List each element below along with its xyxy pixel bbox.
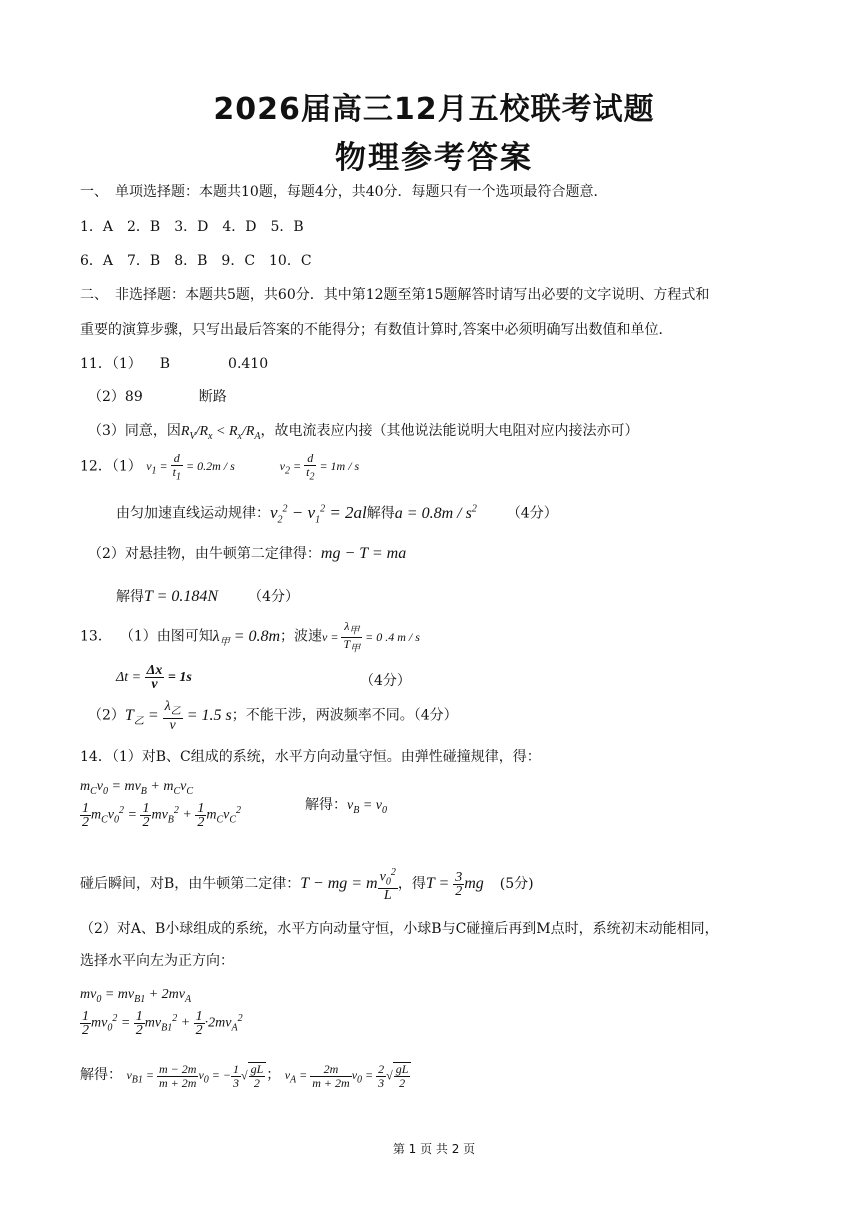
q11-answer-b: 0.410 bbox=[228, 356, 269, 372]
q13-line1 bbox=[80, 620, 420, 656]
q14-solution-1 bbox=[305, 796, 387, 820]
section1-heading: 一、 单项选择题：本题共10题，每题4分，共40分．每题只有一个选项最符合题意． bbox=[80, 184, 608, 200]
q13-label: 13． bbox=[80, 628, 112, 645]
q12-solve-text: 解得 bbox=[366, 505, 395, 522]
q11-part2-b: 断路 bbox=[198, 389, 227, 405]
q11-line2 bbox=[88, 388, 227, 406]
q12-score1: （4分） bbox=[506, 505, 558, 522]
page-footer: 第 1 页 共 2 页 bbox=[392, 1142, 476, 1156]
q12-label: 12．（1） bbox=[80, 458, 142, 475]
q11-line1 bbox=[80, 355, 268, 373]
q13-line3 bbox=[88, 700, 458, 732]
q12-tension-result: T = 0.184N bbox=[144, 588, 219, 605]
q12-line2-text: 由匀加速直线运动规律： bbox=[116, 505, 270, 522]
q14-momentum-equation-2: $mv_0 = mv_{B1} + 2mv_A$ bbox=[80, 987, 192, 1005]
q11-part2: （2）89 bbox=[88, 389, 143, 405]
q12-line3 bbox=[88, 545, 406, 563]
q14-va-result: $v_A$ = $\frac{2m}{m + 2m}$ $v_0$ = $\frac{2}{3}$ √ $\frac{gL}{2}$ bbox=[285, 1068, 412, 1082]
page-title: 2026届高三12月五校联考试题 bbox=[213, 92, 655, 127]
q12-v2-formula: $v_2$ = $\frac{d}{t_2}$ = 1m / s bbox=[279, 451, 360, 483]
section2-heading-line2: 重要的演算步骤，只写出最后答案的不能得分；有数值计算时,答案中必须明确写出数值和单位． bbox=[80, 322, 673, 338]
q14-newton-formula: T − mg = m $\frac{v_0^2}{L}$ bbox=[300, 867, 396, 904]
q13-wave-speed-text: ；波速 bbox=[280, 628, 323, 645]
q12-kinematics-formula: $v_2^2 - v_1^2 = 2al$ bbox=[270, 502, 367, 526]
q12-line1 bbox=[80, 452, 359, 483]
q14-energy-equation-2: $\frac{1}{2}$ $mv_0^2$ = $\frac{1}{2}$ $mv_{B1}^2$ + $\frac{1}{2}$ $\cdot 2mv_A^2$ bbox=[82, 1009, 243, 1038]
q11-line3 bbox=[88, 422, 639, 446]
q11-ratio-formula: $R_V/R_x < R_x/R_A$ bbox=[180, 424, 261, 442]
q12-line4-text: 解得 bbox=[116, 589, 144, 605]
q12-line4 bbox=[116, 588, 299, 606]
q12-acceleration: $a = 0.8m / s^2$ bbox=[394, 503, 477, 522]
q12-v1-formula: $v_1$ = $\frac{d}{t_1}$ = 0.2m / s bbox=[146, 451, 235, 483]
q14-solve2-text: 解得： bbox=[80, 1066, 122, 1083]
q14-part2-line1: （2）对A、B小球组成的系统，水平方向动量守恒，小球B与C碰撞后再到M点时，系统初末动能相同， bbox=[80, 921, 719, 937]
q14-tension-result: T = $\frac{3}{2}$ mg bbox=[425, 869, 484, 899]
q11-part3-a: （3）同意，因 bbox=[88, 423, 181, 439]
q11-answer-a: B bbox=[159, 356, 171, 372]
answers-row-2: 6．A 7．B 8．B 9．C 10．C bbox=[80, 253, 312, 269]
q12-line2 bbox=[116, 500, 558, 529]
q13-part2-text: ；不能干涉，两波频率不同。（4分） bbox=[231, 707, 458, 724]
q13-dt-formula: Δt = $\frac{\Delta x}{v}$ = 1s bbox=[116, 663, 192, 692]
page-subtitle: 物理参考答案 bbox=[335, 140, 533, 176]
q13-line2 bbox=[116, 664, 192, 691]
q14-energy-equation: $\frac{1}{2}$ $m_Cv_0^2$ = $\frac{1}{2}$ $mv_B^2$ + $\frac{1}{2}$ $m_Cv_C^2$ bbox=[82, 801, 242, 830]
q13-part1: （1） bbox=[119, 628, 157, 645]
q14-solve1-text: 解得： bbox=[305, 797, 347, 813]
q13-part2: （2） bbox=[88, 707, 125, 724]
q13-period-formula: $T_乙$ = $\frac{\lambda_乙}{v}$ = 1.5 s bbox=[124, 699, 232, 733]
answers-row-1: 1．A 2．B 3．D 4．D 5．B bbox=[80, 219, 304, 235]
q11-part3-b: ，故电流表应内接（其他说法能说明大电阻对应内接法亦可） bbox=[260, 423, 639, 439]
q14-after-text: 碰后瞬间，对B，由牛顿第二定律： bbox=[80, 875, 301, 892]
q14-solution-2: 解得： $v_{B1}$ = $\frac{m - 2m}{m + 2m}$ $v_0$ = − $\frac{1}{3}$ √ $\frac{gL}{2}$ ； $v_A$ = $\frac{2m}{m + 2m}$ $v_0$ = $\frac{2}{3}$ √ $\frac{gL}{2}$ bbox=[80, 1062, 411, 1090]
q14-score1: (5分) bbox=[499, 875, 534, 892]
q13-speed-formula: v = $\frac{\lambda_甲}{T_甲}$ = 0 .4 m / s bbox=[322, 619, 420, 655]
q14-vb1-result: $v_{B1}$ = $\frac{m - 2m}{m + 2m}$ $v_0$ = − $\frac{1}{3}$ √ $\frac{gL}{2}$ bbox=[126, 1068, 266, 1082]
q14-vb-result: $v_B = v_0$ bbox=[347, 798, 387, 816]
q14-part2-line2: 选择水平向左为正方向： bbox=[80, 953, 234, 969]
q13-part1-text: 由图可知 bbox=[156, 628, 213, 645]
q14-got-text: ，得 bbox=[397, 875, 426, 892]
q11-label: 11．（1） bbox=[80, 356, 142, 372]
q12-score2: （4分） bbox=[248, 589, 299, 605]
q12-line3-text: （2）对悬挂物，由牛顿第二定律得： bbox=[88, 546, 321, 562]
q13-score1: （4分） bbox=[360, 673, 411, 689]
section2-heading-line1: 二、 非选择题：本题共5题，共60分．其中第12题至第15题解答时请写出必要的文字说明、方程式和 bbox=[80, 287, 710, 303]
q14-momentum-equation: $m_Cv_0 = mv_B + m_Cv_C$ bbox=[80, 779, 194, 797]
q12-newton-formula: mg − T = ma bbox=[320, 545, 407, 562]
q13-wavelength: $\lambda_甲 = 0.8m$ bbox=[212, 627, 281, 648]
q14-line1: 14．（1）对B、C组成的系统，水平方向动量守恒。由弹性碰撞规律，得： bbox=[80, 749, 541, 765]
q14-line-after bbox=[80, 866, 534, 902]
